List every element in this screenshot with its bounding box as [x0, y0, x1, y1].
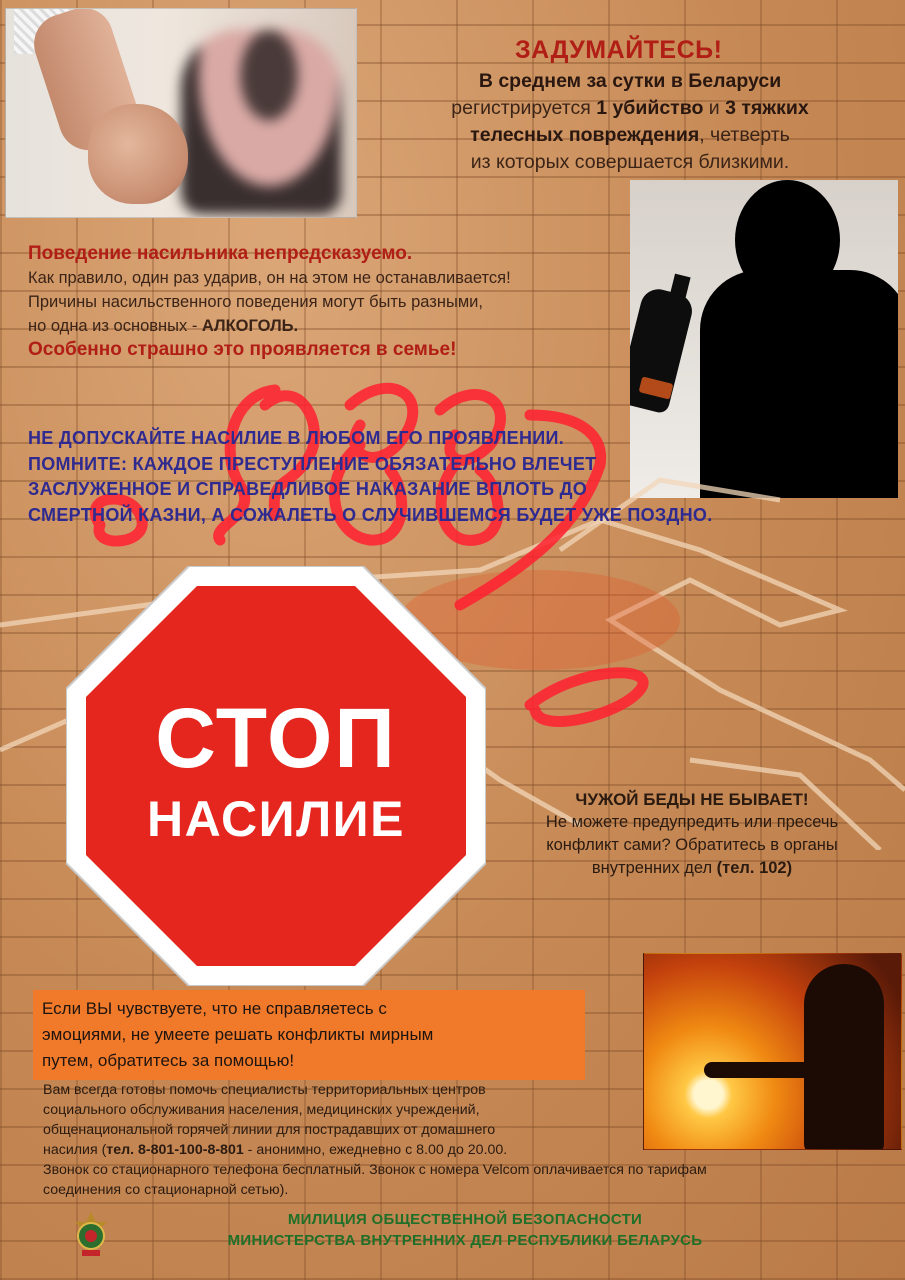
warning-line3: ЗАСЛУЖЕННОЕ И СПРАВЕДЛИВОЕ НАКАЗАНИЕ ВПЛОТЬ ДО — [28, 479, 588, 499]
police-phone: (тел. 102) — [716, 859, 793, 877]
help-info — [43, 1080, 893, 1200]
others-line3-pre: внутренних дел — [591, 859, 717, 877]
fist-icon — [88, 104, 188, 204]
help-info1: Вам всегда готовы помочь специалисты территориальных центров — [43, 1082, 486, 1098]
help-info4-post: - анонимно, ежедневно с 8.00 до 20.00. — [243, 1142, 508, 1158]
footer-line1: МИЛИЦИЯ ОБЩЕСТВЕННОЙ БЕЗОПАСНОСТИ — [287, 1211, 643, 1228]
stat-line2-pre: регистрируется — [451, 97, 597, 119]
stop-sign-word-violence: НАСИЛИЕ — [147, 791, 405, 847]
others-line1: Не можете предупредить или пресечь — [545, 813, 839, 831]
stat-line3-post: , четверть — [699, 124, 790, 146]
warning-line4: СМЕРТНОЙ КАЗНИ, А СОЖАЛЕТЬ О СЛУЧИВШЕМСЯ БУДЕТ УЖЕ ПОЗДНО. — [28, 504, 713, 525]
domestic-violence-photo — [5, 8, 357, 218]
others-heading: ЧУЖОЙ БЕДЫ НЕ БЫВАЕТ! — [575, 790, 809, 809]
help-info4-pre: насилия ( — [43, 1142, 107, 1158]
statistics-text — [395, 68, 865, 176]
behavior-alcohol: АЛКОГОЛЬ. — [201, 317, 299, 335]
stat-line1: В среднем за сутки в Беларуси — [478, 70, 782, 92]
help-line1: Если ВЫ чувствуете, что не справляетесь с — [42, 999, 387, 1018]
silhouette-head — [735, 180, 840, 300]
stop-sign-word-stop: СТОП — [155, 691, 397, 785]
stat-injuries-count: 3 тяжких — [725, 97, 809, 119]
behavior-heading: Поведение насильника непредсказуемо. — [28, 243, 413, 264]
warning-line1: НЕ ДОПУСКАЙТЕ НАСИЛИЕ В ЛЮБОМ ЕГО ПРОЯВЛЕНИИ. — [28, 428, 565, 448]
warning-line2: ПОМНИТЕ: КАЖДОЕ ПРЕСТУПЛЕНИЕ ОБЯЗАТЕЛЬНО ВЛЕЧЕТ — [28, 453, 597, 474]
stat-murders: 1 убийство — [596, 97, 704, 119]
help-text — [42, 996, 562, 1074]
blurred-victim-figure — [181, 29, 341, 214]
stat-line2-mid: и — [703, 97, 726, 119]
help-info2: социального обслуживания населения, медицинских учреждений, — [43, 1102, 480, 1118]
help-info6: соединения со стационарной сетью). — [43, 1182, 289, 1198]
others-line2: конфликт сами? Обратитесь в органы — [546, 836, 838, 854]
girl-arms — [704, 1062, 834, 1078]
help-info5: Звонок со стационарного телефона бесплатный. Звонок с номера Velcom оплачивается по тарифам — [43, 1162, 707, 1178]
help-line2: эмоциями, не умеете решать конфликты мирным — [42, 1025, 434, 1044]
stat-line4: из которых совершается близкими. — [470, 151, 790, 173]
footer-line2: МИНИСТЕРСТВА ВНУТРЕННИХ ДЕЛ РЕСПУБЛИКИ БЕЛАРУСЬ — [227, 1232, 703, 1249]
behavior-family-warning: Особенно страшно это проявляется в семье! — [28, 339, 457, 360]
stat-injuries: телесных повреждения — [470, 124, 700, 146]
warning-block — [28, 426, 828, 528]
abuser-behavior-block — [28, 242, 628, 362]
behavior-line1: Как правило, один раз ударив, он на этом не останавливается! — [28, 269, 511, 287]
heading-think: ЗАДУМАЙТЕСЬ! — [515, 36, 723, 64]
no-others-trouble-block — [502, 788, 882, 880]
help-line3: путем, обратитесь за помощью! — [42, 1051, 295, 1070]
hotline-phone: тел. 8-801-100-8-801 — [106, 1142, 244, 1158]
help-info3: общенациональной горячей линии для пострадавших от домашнего — [43, 1122, 496, 1138]
police-emblem-icon — [72, 1212, 110, 1258]
behavior-line3-pre: но одна из основных - — [28, 317, 202, 335]
behavior-line2: Причины насильственного поведения могут быть разными, — [28, 293, 483, 311]
